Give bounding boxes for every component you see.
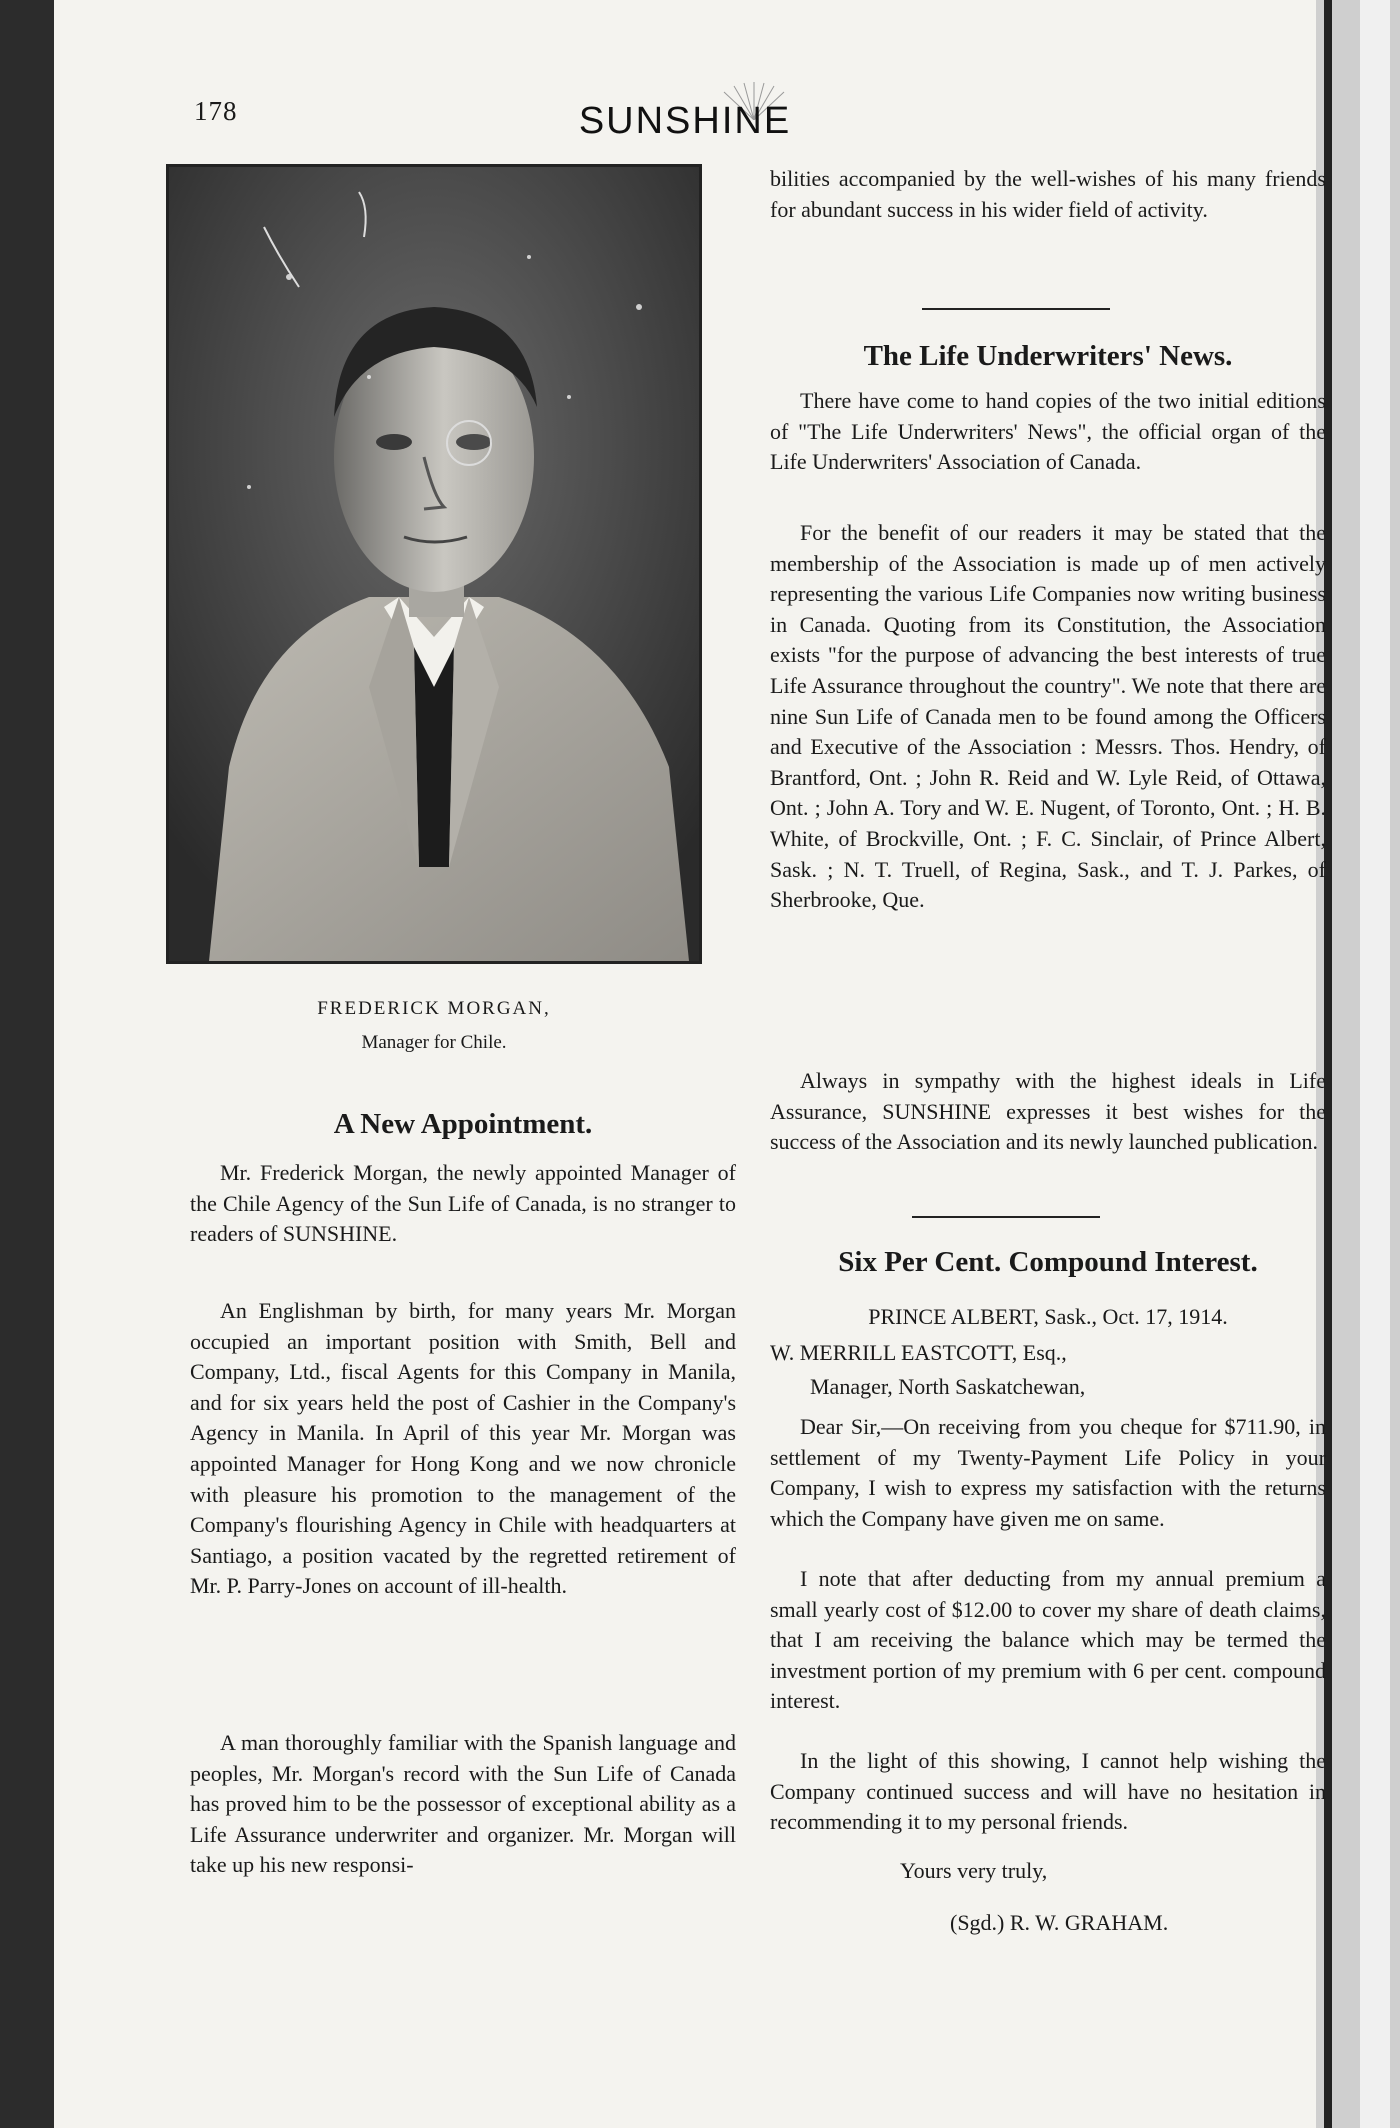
letter-closing: Yours very truly,: [900, 1858, 1048, 1883]
section-divider: [912, 1216, 1100, 1218]
page-number: 178: [194, 96, 238, 126]
letter-dateline: PRINCE ALBERT, Sask., Oct. 17, 1914.: [868, 1304, 1228, 1329]
page: [54, 0, 1326, 2128]
letter-addressee: W. MERRILL EASTCOTT, Esq.,: [770, 1340, 1067, 1365]
letter-signature: (Sgd.) R. W. GRAHAM.: [950, 1910, 1169, 1935]
section-divider: [922, 308, 1110, 310]
appointment-paragraph-3: A man thoroughly familiar with the Spanish language and peoples, Mr. Morgan's record with the Sun Life of Canada has proved him to be the possessor of exceptional ability as a Life Assurance underwriter and organizer. Mr. Morgan will take up his new responsi-: [190, 1730, 736, 1878]
continuation-paragraph: bilities accompanied by the well-wishes of his many friends for abundant success in his wider field of activity.: [770, 166, 1326, 222]
heading-compound-interest: Six Per Cent. Compound Interest.: [838, 1246, 1258, 1278]
letter-paragraph-1: Dear Sir,—On receiving from you cheque for $711.90, in settlement of my Twenty-Payment Life Policy in your Company, I wish to express my satisfaction with the returns which the Company have given me on same.: [770, 1414, 1326, 1531]
heading-underwriters-news: The Life Underwriters' News.: [863, 340, 1233, 372]
portrait-photo: [166, 164, 702, 964]
photo-caption-role: Manager for Chile.: [361, 1032, 507, 1053]
underwriters-paragraph-3: Always in sympathy with the highest ideals in Life Assurance, SUNSHINE expresses it best wishes for the success of the Association and its newly launched publication.: [770, 1068, 1326, 1155]
underwriters-paragraph-1: There have come to hand copies of the two initial editions of "The Life Underwriters' News", the official organ of the Life Underwriters' Association of Canada.: [770, 388, 1326, 475]
underwriters-paragraph-2: For the benefit of our readers it may be stated that the membership of the Association is made up of men actively representing the various Life Companies now writing business in Canada. Quoting from its Constitution, the Association exists "for the purpose of advancing the best interests of true Life Assurance throughout the country". We note that there are nine Sun Life of Canada men to be found among the Officers and Executive of the Association : Messrs. Thos. Hendry, of Brantford, Ont. ; John R. Reid and W. Lyle Reid, of Ottawa, Ont. ; John A. Tory and W. E. Nugent, of Toronto, Ont. ; H. B. White, of Brockville, Ont. ; F. C. Sinclair, of Prince Albert, Sask. ; N. T. Truell, of Regina, Sask., and T. J. Parkes, of Sherbrooke, Que.: [770, 520, 1326, 913]
letter-addressee-title: Manager, North Saskatchewan,: [810, 1374, 1086, 1399]
book-spine: [0, 0, 54, 2128]
masthead-title: SUNSHINE: [578, 100, 792, 142]
letter-paragraph-3: In the light of this showing, I cannot help wishing the Company continued success and will have no hesitation in recommending it to my personal friends.: [770, 1748, 1326, 1835]
heading-new-appointment: A New Appointment.: [333, 1108, 593, 1140]
appointment-paragraph-2: An Englishman by birth, for many years Mr. Morgan occupied an important position with Smith, Bell and Company, Ltd., fiscal Agents for this Company in Manila, and for six years held the post of Cashier in the Company's Agency in Manila. In April of this year Mr. Morgan was appointed Manager for Hong Kong and we now chronicle with pleasure his promotion to the management of the Company's flourishing Agency in Chile with headquarters at Santiago, a position vacated by the regretted retirement of Mr. P. Parry-Jones on account of ill-health.: [190, 1298, 736, 1599]
photo-caption-name: FREDERICK MORGAN,: [317, 998, 551, 1019]
appointment-paragraph-1: Mr. Frederick Morgan, the newly appointed Manager of the Chile Agency of the Sun Life of Canada, is no stranger to readers of SUNSHINE.: [190, 1160, 736, 1247]
page-edge: [1316, 0, 1400, 2128]
letter-paragraph-2: I note that after deducting from my annual premium a small yearly cost of $12.00 to cover my share of death claims, that I am receiving the balance which may be termed the investment portion of my premium with 6 per cent. compound interest.: [770, 1566, 1326, 1714]
